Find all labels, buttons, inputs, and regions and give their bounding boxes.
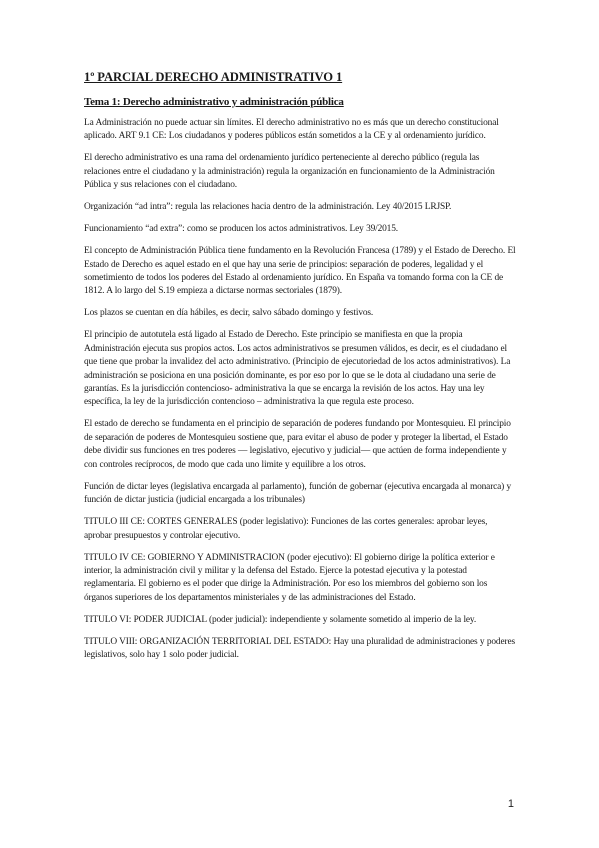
document-title: 1º PARCIAL DERECHO ADMINISTRATIVO 1 (84, 70, 343, 84)
paragraph: Funcionamiento “ad extra”: como se producen los actos administrativos. Ley 39/2015. (84, 224, 398, 235)
paragraph: El derecho administrativo es una rama del ordenamiento jurídico perteneciente al derecho público (regula las relaciones entre el ciudadano y la administración) regula la organización en funcionamiento de la Administración Pública y sus relaciones con el ciudadano. (84, 153, 495, 191)
paragraph: El concepto de Administración Pública tiene fundamento en la Revolución Francesa (1789) y el Estado de Derecho. El Estado de Derecho es aquel estado en el que hay una serie de principios: separación de poderes, legalidad y el sometimiento de todos los poderes del Estado al ordenamiento jurídico. En España va tomando forma con la CE de 1812. A lo largo del S.19 empieza a dictarse normas sectoriales (1879). (84, 246, 516, 297)
paragraph: TITULO III CE: CORTES GENERALES (poder legislativo): Funciones de las cortes generales: aprobar leyes, aprobar presupuestos y controlar ejecutivo. (84, 517, 488, 541)
page-number: 1 (507, 798, 514, 810)
paragraph: Función de dictar leyes (legislativa encargada al parlamento), función de gobernar (ejecutiva encargada al monarca) y función de dictar justicia (judicial encargada a los tribunales) (84, 481, 512, 506)
paragraph: TITULO VIII: ORGANIZACIÓN TERRITORIAL DEL ESTADO: Hay una pluralidad de administraciones y poderes legislativos, solo hay 1 solo poder judicial. (84, 636, 515, 661)
paragraph: Los plazos se cuentan en día hábiles, es decir, salvo sábado domingo y festivos. (84, 308, 374, 319)
section-title: Tema 1: Derecho administrativo y administración pública (84, 96, 344, 108)
paragraph: La Administración no puede actuar sin límites. El derecho administrativo no es más que un derecho constitucional aplicado. ART 9.1 CE: Los ciudadanos y poderes públicos están sometidos a la CE y al ordenamiento jurídico. (84, 118, 499, 142)
paragraph: El estado de derecho se fundamenta en el principio de separación de poderes fundando por Montesquieu. El principio de separación de poderes de Montesquieu sostiene que, para evitar el abuso de poder y proteger la libertad, el Estado debe dividir sus funciones en tres poderes — legislativo, ejecutivo y judicial— que actúen de forma independiente y con controles recíprocos, de modo que cada uno limite y equilibre a los otros. (84, 419, 511, 470)
paragraph: El principio de autotutela está ligado al Estado de Derecho. Este principio se manifiesta en que la propia Administración ejecuta sus propios actos. Los actos administrativos se presumen válidos, es decir, es el ciudadano el que tiene que probar la invalidez del acto administrativo. (Principio de ejecutoriedad de los actos administrativos). La administración se posiciona en una posición dominante, es por eso por lo que se le dota al ciudadano una serie de garantías. Es la jurisdicción contencioso- administrativa la que se encarga la revisión de los actos. Hay una ley específica, la ley de la jurisdicción contencioso – administrativa la que regula este proceso. (84, 330, 511, 408)
document-page (84, 70, 516, 671)
paragraph: TITULO IV CE: GOBIERNO Y ADMINISTRACION (poder ejecutivo): El gobierno dirige la política exterior e interior, la administración civil y militar y la defensa del Estado. Ejerce la potestad ejecutiva y la potestad reglamentaria. El gobierno es el poder que dirige la Administración. Por eso los miembros del gobierno son los órganos superiores de los departamentos ministeriales y de las administraciones del Estado. (84, 552, 495, 603)
paragraph: TITULO VI: PODER JUDICIAL (poder judicial): independiente y solamente sometido al imperio de la ley. (84, 614, 477, 625)
paragraph: Organización “ad intra”: regula las relaciones hacia dentro de la administración. Ley 40/2015 LRJSP. (84, 202, 452, 213)
